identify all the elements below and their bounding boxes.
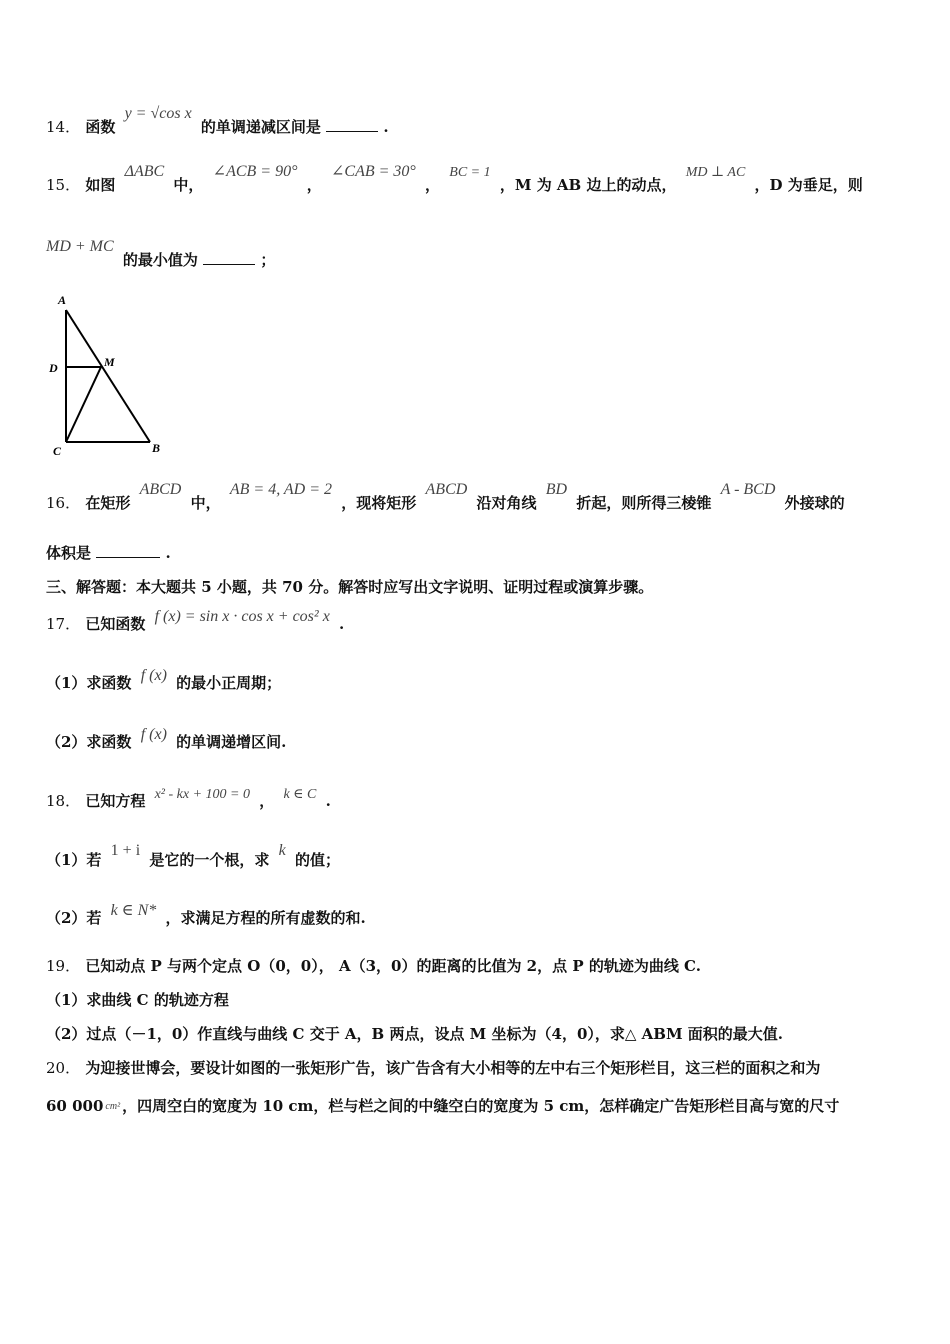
question-19-part-1: （1）求曲线 C 的轨迹方程 <box>46 991 229 1009</box>
punctuation: . <box>325 792 331 810</box>
question-16 <box>46 481 845 513</box>
question-text: ， <box>425 176 441 194</box>
question-14 <box>46 105 389 137</box>
math-expression: k ∈ C <box>283 787 317 802</box>
question-text: 函数 <box>85 118 116 136</box>
question-15 <box>46 163 863 195</box>
part-label: （1）求函数 <box>46 674 132 692</box>
question-text: ， <box>259 792 275 810</box>
math-expression: f (x) = sin x · cos x + cos² x <box>154 608 330 625</box>
question-text: ，M 为 AB 边上的动点， <box>499 176 677 194</box>
question-number: 17． <box>46 615 81 633</box>
punctuation: ； <box>260 251 276 269</box>
question-text: 的最小正周期； <box>176 674 282 692</box>
math-expression: ABCD <box>139 481 182 498</box>
question-15-line-2 <box>46 238 276 270</box>
question-20 <box>46 1057 820 1078</box>
part-label: （2）若 <box>46 909 102 927</box>
math-expression: f (x) <box>140 726 167 743</box>
question-18-part-1 <box>46 842 340 870</box>
question-text: ， <box>306 176 322 194</box>
part-label: （1）若 <box>46 851 102 869</box>
question-text: 体积是 <box>46 544 92 562</box>
label-b: B <box>152 441 161 455</box>
math-expression: MD + MC <box>46 238 114 255</box>
question-text: ，求满足方程的所有虚数的和. <box>165 909 366 927</box>
punctuation: . <box>165 544 171 562</box>
question-17 <box>46 608 345 634</box>
question-19-part-2: （2）过点（－1，0）作直线与曲线 C 交于 A，B 两点，设点 M 坐标为（4，0），求△ ABM 面积的最大值. <box>46 1025 784 1043</box>
question-text: 已知动点 P 与两个定点 O（0，0）， A（3，0）的距离的比值为 2，点 P 的轨迹为曲线 C. <box>85 957 701 975</box>
label-d: D <box>49 361 58 375</box>
math-expression: y = √cos x <box>124 105 192 122</box>
math-expression: k ∈ N* <box>110 902 157 919</box>
question-text: 是它的一个根，求 <box>149 851 270 869</box>
question-text: 60 000 <box>46 1097 104 1115</box>
question-text: ，四周空白的宽度为 10 cm，栏与栏之间的中缝空白的宽度为 5 cm，怎样确定广告矩形栏目高与宽的尺寸 <box>122 1097 840 1115</box>
punctuation: . <box>383 118 389 136</box>
question-text: 已知函数 <box>85 615 146 633</box>
question-text: 已知方程 <box>85 792 146 810</box>
question-18-part-2 <box>46 902 366 928</box>
question-text: 中， <box>190 494 221 512</box>
question-text: 的最小值为 <box>122 251 198 269</box>
question-text: 的单调递减区间是 <box>200 118 321 136</box>
question-text: 折起，则所得三棱锥 <box>576 494 712 512</box>
math-expression: BD <box>545 481 568 498</box>
unit-label: cm² <box>105 1101 121 1112</box>
question-number: 19． <box>46 957 81 975</box>
math-expression: MD ⊥ AC <box>685 165 746 180</box>
answer-blank <box>326 130 378 132</box>
math-expression: k <box>278 842 286 859</box>
question-text: ，现将矩形 <box>341 494 417 512</box>
question-17-part-1 <box>46 667 282 693</box>
math-expression: 1 + i <box>110 842 141 859</box>
section-heading: 三、解答题：本大题共 5 小题，共 70 分。解答时应写出文字说明、证明过程或演算步骤。 <box>46 578 654 596</box>
question-18 <box>46 787 331 811</box>
question-number: 20． <box>46 1059 81 1077</box>
question-text: 在矩形 <box>85 494 131 512</box>
question-17-part-2 <box>46 726 287 752</box>
question-number: 14． <box>46 118 81 136</box>
math-expression: A - BCD <box>720 481 776 498</box>
part-label: （2）求函数 <box>46 733 132 751</box>
question-number: 18． <box>46 792 81 810</box>
math-expression: ∠CAB = 30° <box>330 163 416 180</box>
question-20-line-2 <box>46 1095 839 1116</box>
question-text: 外接球的 <box>784 494 845 512</box>
math-expression: f (x) <box>140 667 167 684</box>
math-expression: AB = 4, AD = 2 <box>229 481 333 498</box>
math-expression: BC = 1 <box>449 165 491 180</box>
math-expression: ABCD <box>425 481 468 498</box>
label-a: A <box>58 293 67 307</box>
question-number: 15． <box>46 176 81 194</box>
question-text: 如图 <box>85 176 116 194</box>
label-m: M <box>104 355 115 369</box>
math-expression: x² - kx + 100 = 0 <box>154 787 250 802</box>
label-c: C <box>53 444 62 458</box>
question-19 <box>46 955 701 976</box>
question-text: 沿对角线 <box>476 494 537 512</box>
punctuation: . <box>339 615 345 633</box>
answer-blank <box>203 263 255 265</box>
question-text: 的单调递增区间. <box>176 733 287 751</box>
question-16-line-2 <box>46 542 171 563</box>
math-expression: ∠ACB = 90° <box>212 163 298 180</box>
question-text: 为迎接世博会，要设计如图的一张矩形广告，该广告含有大小相等的左中右三个矩形栏目，这三栏的面积之和为 <box>85 1059 821 1077</box>
question-text: ，D 为垂足，则 <box>754 176 863 194</box>
question-text: 的值； <box>294 851 340 869</box>
answer-blank <box>96 556 160 558</box>
triangle-figure <box>44 292 174 460</box>
question-text: 中， <box>173 176 204 194</box>
segment-ab <box>66 310 150 442</box>
math-expression: ΔABC <box>124 163 165 180</box>
question-number: 16． <box>46 494 81 512</box>
segment-cm <box>66 367 101 442</box>
